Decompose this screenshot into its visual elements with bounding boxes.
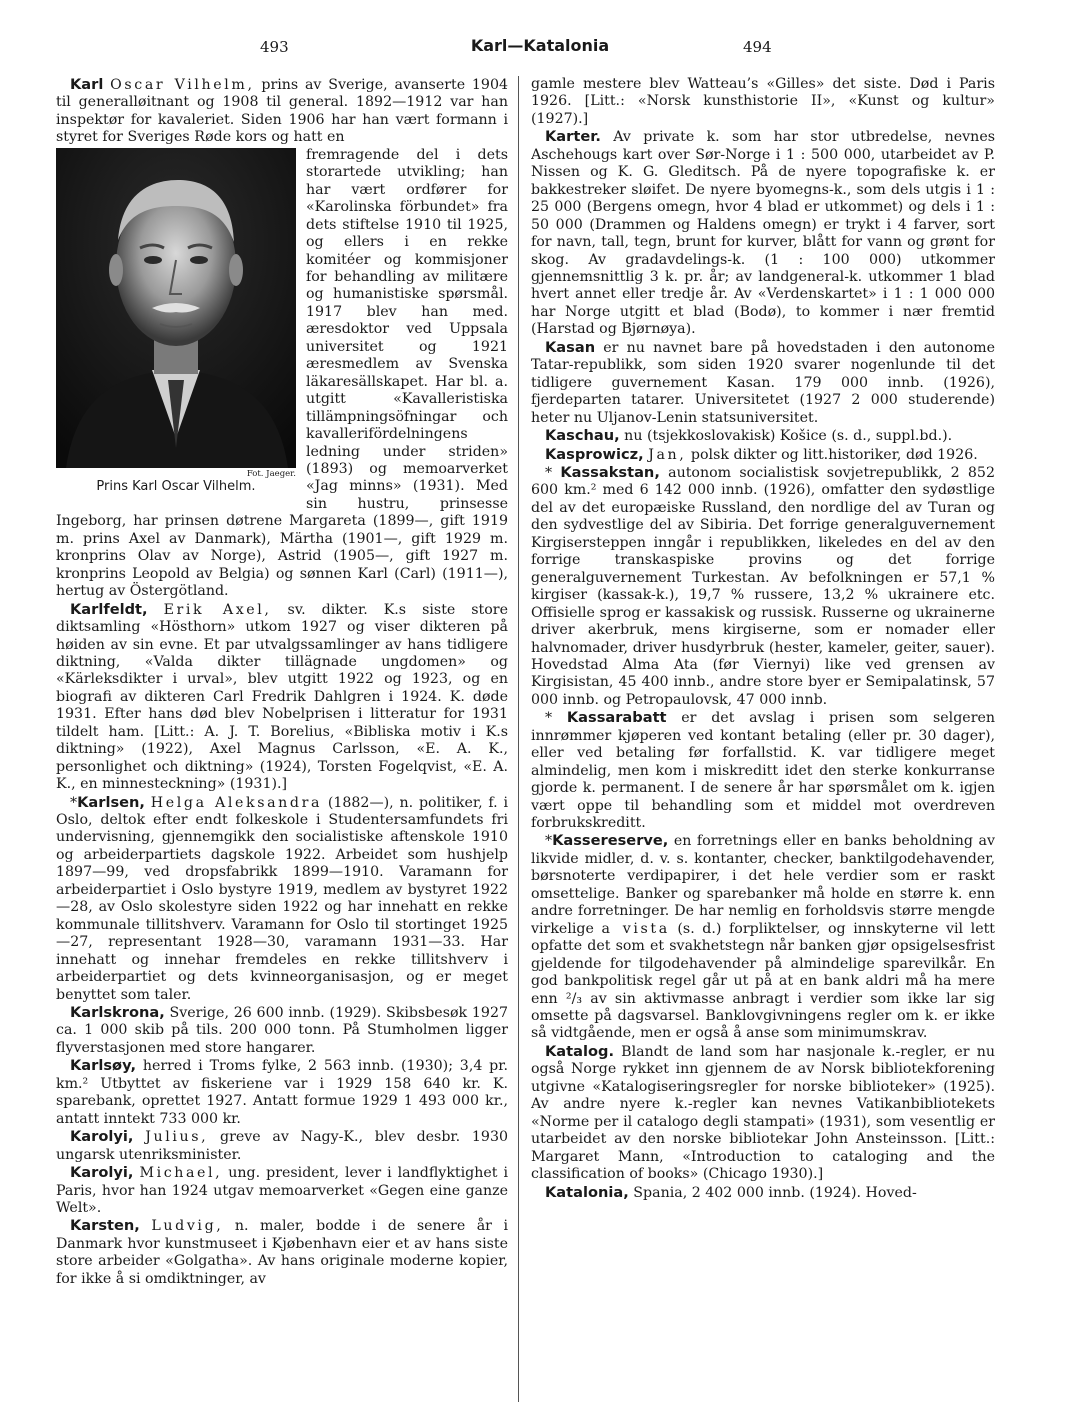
entry-karolyi-julius bbox=[56, 1128, 508, 1164]
entry-text: polsk dikter og litt.historiker, død 1926. bbox=[686, 446, 978, 463]
entry-kassakstan bbox=[531, 464, 995, 709]
entry-karsten bbox=[56, 1217, 508, 1288]
entry-headword: Karlsøy, bbox=[70, 1057, 136, 1075]
entry-term: a vista bbox=[601, 920, 670, 937]
entry-karter bbox=[531, 128, 995, 338]
entry-headword: Kasprowicz, bbox=[545, 445, 644, 463]
entry-headword: Kasan bbox=[545, 338, 596, 356]
entry-name: Julius, bbox=[145, 1129, 209, 1146]
running-head: Karl—Katalonia bbox=[470, 36, 610, 55]
entry-karl-continued: fremragende del i dets storartede utvikling; han har vært ordfører for «Karolinska förbundet» fra dets stiftelse 1910 til 1925, og ellers i en rekke komitéer og kommisjoner for behandling av militære og humanistiske spørsmål. 1917 blev han med. æresdoktor ved Uppsala universitet og 1921 æresmedlem av Svenska läkaresällskapet. Har bl. a. utgitt «Kavalleristiska tillämpningsöfningar och kavallerifördelningens ledning under striden» (1893) og memoarverket «Jag minns» (1931). Med sin hustru, prinsesse Ingeborg, har prinsen døtrene Margareta (1899—, gift 1919 m. prins Axel av Danmark), Märtha (1901—, gift 1929 m. kronprins Olav av Norge), Astrid (1905—, gift 1927 m. kronprins Leopold av Belgia) og sønnen Karl (Carl) (1911—), hertug av Östergötland. bbox=[56, 146, 508, 600]
entry-text: n. maler, bodde i de senere år i Danmark hvor kunstmuseet i Kjøbenhavn eier et av hans siste store arbeider «Golgatha». Av hans originale moderne kopier, for ikke å si omdiktninger, av bbox=[56, 1218, 508, 1287]
entry-name: Jan, bbox=[648, 446, 687, 463]
entry-text: Av private k. som har stor utbredelse, nevnes Aschehougs kart over Sør-Norge i 1 : 500 000, utarbeidet av P. Nissen og K. G. Gleditsch. På de nyere topografiske k. er bakkestreker sløifet. De nyere byomegns-k., som dels utgis i 1 : 25 000 (Bergens omegn, hvor 4 blad er utkommet) og dels i 1 : 50 000 (Drammen og Haldens omegn) er trykt i 4 farver, sort for navn, tall, tegn, brunt for kurver, blått for vann og grønt for skog. Av gradavdelings-k. (1 : 100 000) utkommer gjennemsnittlig 3 k. pr. år; av landgeneral-k. utkommer 1 blad hvert annet eller tredje år. Av «Verdenskartet» i 1 : 1 000 000 har Norge utgitt et blad (Bodø), to kommer i nær fremtid (Harstad og Bjørnøya). bbox=[531, 129, 995, 338]
entry-kassarabatt bbox=[531, 709, 995, 832]
entry-name: Oscar Vilhelm, bbox=[110, 77, 255, 93]
entry-text: autonom socialistisk sovjetrepublikk, 2 852 600 km.² med 6 142 000 innb. (1926), omfatter den sydøstlige del av det europæiske Russland, den nordlige del av Turan og den sydvestlige del av Sibiria. Det forrige generalguvernement Kirgisersteppen inngår i republikken, likeledes en del av den forrige transkaspiske provins og det forrige generalguvernement Turkestan. Av befolkningen er 57,1 % kirgiser (kassak-k.), 19,7 % russere, 13,2 % ukrainere etc. Offisielle sprog er kassakisk og russisk. Russerne og ukrainerne driver akerbruk, mens kirgiserne, som er nomader eller halvnomader, driver husdyrbruk (hester, kameler, geiter, sauer). Hovedstad Alma Ata (før Viernyi) like ved grensen av Kirgisistan, 45 400 innb., andre store byer er Semipalatinsk, 57 000 innb. og Petropaulovsk, 47 000 innb. bbox=[531, 464, 995, 708]
entry-text: nu (tsjekkoslovakisk) Košice (s. d., suppl.bd.). bbox=[619, 428, 953, 445]
entry-karl bbox=[56, 76, 508, 147]
entry-headword: Karl bbox=[70, 76, 104, 93]
entry-headword: Karlsen, bbox=[77, 793, 145, 811]
entry-text: Sverige, 26 600 innb. (1929). Skibsbesøk 1927 ca. 1 000 skib på tils. 200 000 tonn. På Stumholmen ligger flyverstasjonen med store hangarer. bbox=[56, 1005, 508, 1056]
portrait-photo bbox=[56, 148, 296, 468]
entry-karolyi-michael bbox=[56, 1164, 508, 1217]
entry-text: prins av Sverige, avanserte 1904 til generalløitnant og 1908 til general. 1892—1912 var han inspektør for kavaleriet. Siden 1906 har han vært formann i styret for Sveriges Røde kors og hatt en bbox=[56, 77, 508, 146]
entry-text: er nu navnet bare på hovedstaden i den autonome Tatar-republikk, som siden 1920 svarer nogenlunde til det tidligere guvernement Kasan. 179 000 innb. (1926), fjerdeparten tatarer. Universitetet (1927 2 000 studerende) heter nu Uljanov-Lenin statsuniversitet. bbox=[531, 339, 995, 426]
new-entry-mark: * bbox=[70, 794, 78, 811]
column-divider bbox=[518, 76, 519, 1402]
entry-headword: Katalog. bbox=[545, 1042, 614, 1060]
entry-katalog bbox=[531, 1043, 995, 1184]
entry-headword: Karlfeldt, bbox=[70, 600, 148, 618]
entry-text: sv. dikter. K.s siste store diktsamling «Hösthorn» utkom 1927 og viser dikteren på høiden av sin evne. Et par utvalgssamlinger av hans tidligere diktning, «Valda dikter tillägnade ungdomen» og «Kärleksdikter i urval», blev utgitt 1922 og 1923, og en biografi av dikteren Carl Fredrik Dahlgren i 1924. K. døde 1931. Efter hans død blev Nobelprisen i litteratur for 1931 tildelt ham. [Litt.: A. J. T. Borelius, «Bibliska motiv i K.s diktning» (1922), Axel Magnus Carlsson, «E. A. K., personlighet och diktning» (1924), Torsten Fogelqvist, «E. A. K., en minnesteckning» (1931).] bbox=[56, 601, 508, 793]
left-column bbox=[56, 76, 508, 1406]
entry-kasan bbox=[531, 339, 995, 427]
entry-text: (s. d.) forpliktelser, og innskyterne vil lett opfatte det som et svakhetstegn når banken gjør opsigelsesfrist gjeldende for tilgodehavender på almindelige sparevilkår. En god bankpolitisk regel går ut på at en bank aldri må ha mere enn ²/₃ av sin aktivmasse anbragt i verdier som ikke lar sig omsette på dagsvarsel. Banklovgivningens regler om k. er ikke så vidtgående, men er også å anse som minimumskrav. bbox=[531, 920, 995, 1042]
entry-text: er det avslag i prisen som selgeren innrømmer kjøperen ved kontant betaling (eller pr. 30 dager), eller ved betaling før forfallstid. K. var tidligere meget almindelig, men kom i miskreditt idet den sterke konkurranse gjorde k. permanent. I de senere år har spørsmålet om k. igjen vært oppe til behandling som et middel mot overdreven forbrukskreditt. bbox=[531, 710, 995, 832]
new-entry-mark: * bbox=[545, 464, 553, 481]
entry-text: ung. president, lever i landflyktighet i Paris, hvor han 1924 utgav memoarverket «Gegen eine ganze Welt». bbox=[56, 1165, 508, 1216]
entry-kasprowicz bbox=[531, 446, 995, 464]
page-number-left: 493 bbox=[260, 38, 289, 56]
entry-headword: Karsten, bbox=[70, 1217, 140, 1235]
right-column bbox=[531, 76, 995, 1406]
portrait-figure bbox=[56, 148, 296, 495]
entry-text: Blandt de land som har nasjonale k.-regler, er nu også Norge rykket inn gjennem de av Norsk bibliotekforening utgivne «Katalogiseringsregler for norske biblioteker» (1925). Av andre nyere k.-regler kan nevnes Vatikanbibliotekets «Norme per il catalogo degli stampati» (1931), som vesentlig er utarbeidet av den norske bibliotekar John Ansteinsson. [Litt.: Margaret Mann, «Introduction to cataloging and the classification of books» (Chicago 1930).] bbox=[531, 1043, 995, 1183]
entry-headword: Karolyi, bbox=[70, 1164, 134, 1182]
entry-headword: Katalonia, bbox=[545, 1183, 629, 1201]
entry-headword: Kassereserve, bbox=[552, 832, 669, 850]
entry-name: Erik Axel, bbox=[163, 601, 272, 618]
entry-headword: Kaschau, bbox=[545, 427, 620, 445]
entry-name: Michael, bbox=[139, 1165, 223, 1182]
entry-headword: Kassarabatt bbox=[566, 709, 667, 727]
new-entry-mark: * bbox=[545, 833, 553, 850]
new-entry-mark: * bbox=[545, 710, 553, 727]
entry-karlsoy bbox=[56, 1057, 508, 1128]
entry-karlskrona bbox=[56, 1004, 508, 1057]
entry-text: Spania, 2 402 000 innb. (1924). Hoved- bbox=[628, 1184, 917, 1201]
portrait-image bbox=[56, 148, 296, 468]
entry-katalonia bbox=[531, 1184, 995, 1202]
entry-text: greve av Nagy-K., blev desbr. 1930 ungarsk utenriksminister. bbox=[56, 1129, 508, 1163]
entry-karlfeldt bbox=[56, 601, 508, 794]
entry-name: Helga Aleksandra bbox=[150, 794, 323, 811]
entry-text: (1882—), n. politiker, f. i Oslo, deltok efter endt folkeskole i Studentersamfundets fri undervisning, gjennemgikk den socialistiske aftenskole 1910 og arbeiderpartiets dagskole 1922. Arbeidet som hushjelp 1897—99, ved dropsfabrikk 1899—1910. Varamann for arbeiderpartiet i Oslo bystyre 1919, medlem av bystyret 1922—28, av Oslo skolestyre siden 1922 og har innehatt en rekke kommunale tillitshverv. Varamann for Oslo til stortinget 1925—27, representant 1928—30, varamann 1931—33. Har innehatt og innehar fremdeles en rekke tillitshverv i arbeiderpartiet og dets kvinneorganisasjon, og er meget benyttet som taler. bbox=[56, 794, 508, 1003]
entry-karlsen bbox=[56, 794, 508, 1004]
page-number-right: 494 bbox=[743, 38, 772, 56]
entry-kaschau bbox=[531, 427, 995, 445]
entry-headword: Karolyi, bbox=[70, 1128, 134, 1146]
entry-text: herred i Troms fylke, 2 563 innb. (1930); 3,4 pr. km.² Utbyttet av fiskeriene var i 1929 158 640 kr. K. sparebank, oprettet 1927. Antatt formue 1929 1 493 000 kr., antatt inntekt 733 000 kr. bbox=[56, 1058, 508, 1127]
entry-kassereserve bbox=[531, 832, 995, 1042]
entry-name: Ludvig, bbox=[151, 1218, 224, 1235]
entry-headword: Karlskrona, bbox=[70, 1004, 165, 1022]
photo-credit: Fot. Jaeger. bbox=[246, 468, 296, 479]
entry-headword: Kassakstan, bbox=[560, 463, 660, 481]
entry-text: en forretnings eller en banks beholdning av likvide midler, d. v. s. kontanter, checker, banktilgodehavender, børsnoterte verdipapirer, i det hele verdier som er raskt omsettelige. Banker og sparebanker må holde en større k. enn andre forretninger. De har nemlig en forholdsvis større mengde virkelige bbox=[531, 833, 995, 937]
photo-caption: Prins Karl Oscar Vilhelm. bbox=[96, 478, 256, 494]
entry-karsten-continued: gamle mestere blev Watteau’s «Gilles» det siste. Død i Paris 1926. [Litt.: «Norsk kunsthistorie II», «Kunst og kultur» (1927).] bbox=[531, 76, 995, 127]
entry-headword: Karter. bbox=[545, 128, 601, 146]
